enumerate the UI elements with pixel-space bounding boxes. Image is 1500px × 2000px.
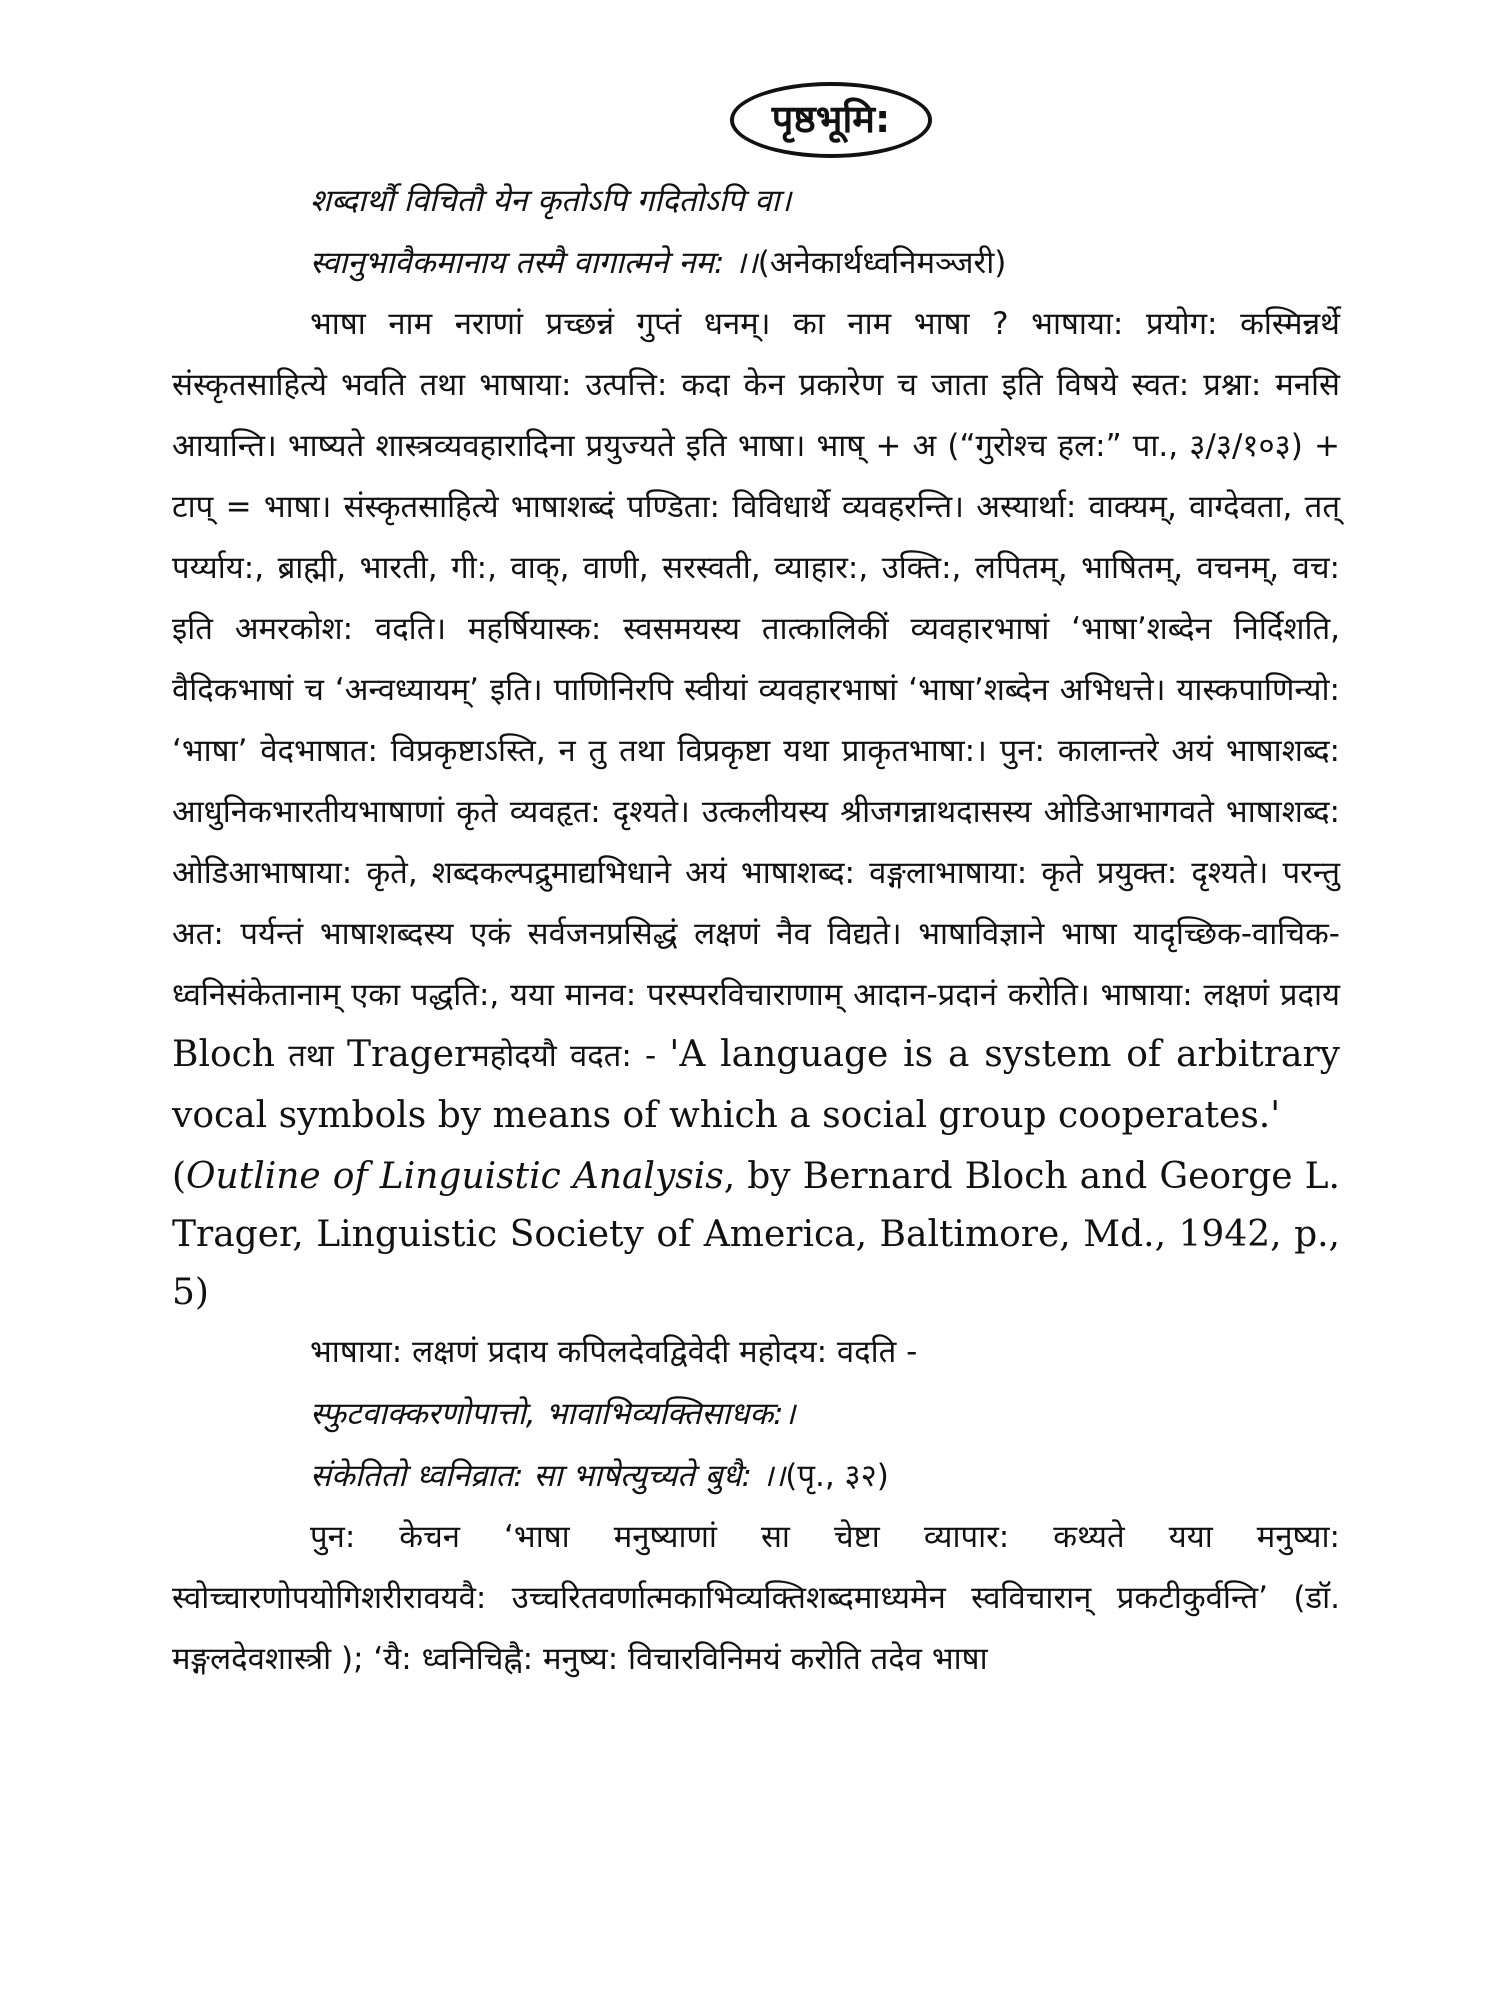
verse1-source: (अनेकार्थध्वनिमञ्जरी)	[757, 245, 1007, 281]
paragraph-2	[172, 1322, 1340, 1383]
verse1-line2: स्वानुभावैकमानाय तस्मै वागात्मने नम: ।।	[310, 245, 758, 281]
verse1-line1: शब्दार्थौ विचितौ येन कृतोऽपि गदितोऽपि वा।	[310, 183, 792, 219]
paragraph-3	[172, 1507, 1340, 1690]
verse2-line1: स्फुटवाक्करणोपात्तो, भावाभिव्यक्तिसाधक:।	[310, 1396, 796, 1432]
heading-wrap	[322, 82, 1340, 158]
verse-line	[172, 170, 1340, 232]
verse2-source: (पृ., ३२)	[785, 1458, 889, 1494]
english-quote: 'A language is a system of arbitrary vocal symbols by means of which a social group cooperates.'	[172, 1034, 1340, 1136]
citation-title: Outline of Linguistic Analysis	[186, 1156, 724, 1197]
para1-tail: महोदयौ वदत: -	[471, 1038, 657, 1074]
verse-line	[172, 232, 1340, 294]
para1-mid: तथा	[288, 1038, 334, 1074]
para2-text: भाषाया: लक्षणं प्रदाय कपिलदेवद्विवेदी महोदय: वदति -	[310, 1334, 918, 1370]
citation-open: (	[172, 1156, 187, 1197]
citation	[172, 1148, 1340, 1322]
verse-line	[172, 1445, 1340, 1507]
para3-text: पुन: केचन ‘भाषा मनुष्याणां सा चेष्टा व्यापार: कथ्यते यया मनुष्या: स्वोच्चारणोपयोगिशरीरावयवै: उच्चरितवर्णात्मकाभिव्यक्तिशब्दमाध्यमेन स्वविचारान् प्रकटीकुर्वन्ति’ (डॉ. मङ्गलदेवशास्त्री ); ‘यै: ध्वनिचिह्नै: मनुष्य: विचारविनिमयं करोति तदेव भाषा	[172, 1519, 1340, 1677]
para1-english-name-2: Trager	[346, 1034, 472, 1075]
verse2-line2: संकेतितो ध्वनिव्रात: सा भाषेत्युच्यते बुधै: ।।	[310, 1458, 786, 1494]
verse-line	[172, 1383, 1340, 1445]
paragraph-1	[172, 294, 1340, 1148]
citation-rest: , by Bernard Bloch and George L. Trager, Linguistic Society of America, Baltimore, Md., 1942, p., 5)	[172, 1156, 1340, 1313]
para1-english-name-1: Bloch	[172, 1034, 275, 1075]
para1-text: भाषा नाम नराणां प्रच्छन्नं गुप्तं धनम्। का नाम भाषा ? भाषाया: प्रयोग: कस्मिन्नर्थे संस्कृतसाहित्ये भवति तथा भाषाया: उत्पत्ति: कदा केन प्रकारेण च जाता इति विषये स्वत: प्रश्ना: मनसि आयान्ति। भाष्यते शास्त्रव्यवहारादिना प्रयुज्यते इति भाषा। भाष् + अ (“गुरोश्च हल:” पा., ३/३/१०३) + टाप् = भाषा। संस्कृतसाहित्ये भाषाशब्दं पण्डिता: विविधार्थे व्यवहरन्ति। अस्यार्था: वाक्यम्, वाग्देवता, तत् पर्य्याय:, ब्राह्मी, भारती, गी:, वाक्, वाणी, सरस्वती, व्याहार:, उक्ति:, लपितम्, भाषितम्, वचनम्, वच: इति अमरकोश: वदति। महर्षियास्क: स्वसमयस्य तात्कालिकीं व्यवहारभाषां ‘भाषा’शब्देन निर्दिशति, वैदिकभाषां च ‘अन्वध्यायम्’ इति। पाणिनिरपि स्वीयां व्यवहारभाषां ‘भाषा’शब्देन अभिधत्ते। यास्कपाणिन्यो: ‘भाषा’ वेदभाषात: विप्रकृष्टाऽस्ति, न तु तथा विप्रकृष्टा यथा प्राकृतभाषा:। पुन: कालान्तरे अयं भाषाशब्द: आधुनिकभारतीयभाषाणां कृते व्यवहृत: दृश्यते। उत्कलीयस्य श्रीजगन्नाथदासस्य ओडिआभागवते भाषाशब्द: ओडिआभाषाया: कृते, शब्दकल्पद्रुमाद्यभिधाने अयं भाषाशब्द: वङ्गलाभाषाया: कृते प्रयुक्त: दृश्यते। परन्तु अत: पर्यन्तं भाषाशब्दस्य एकं सर्वजनप्रसिद्धं लक्षणं नैव विद्यते। भाषाविज्ञाने भाषा यादृच्छिक-वाचिक-ध्वनिसंकेतानाम् एका पद्धति:, यया मानव: परस्परविचाराणाम् आदान-प्रदानं करोति। भाषाया: लक्षणं प्रदाय	[172, 306, 1341, 1013]
section-heading: पृष्ठभूमि:	[730, 82, 932, 158]
